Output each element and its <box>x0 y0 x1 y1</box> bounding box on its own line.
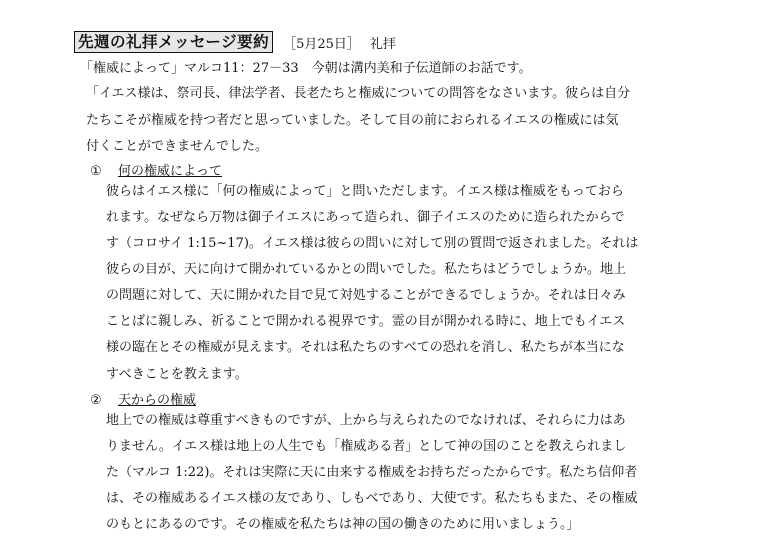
intro-line: たちこそが権威を持つ者だと思っていました。そして目の前におられるイエスの権威には気 <box>86 113 619 128</box>
section1-line: 彼らの目が、天に向けて開かれているかとの問いでした。私たちはどうでしょうか。地上 <box>106 262 627 277</box>
section1-line: すべきことを教えます。 <box>106 367 248 382</box>
intro-line: 付くことができませんでした。 <box>86 139 269 154</box>
section2-line: た（マルコ 1:22)。それは実際に天に由来する権威をお持ちだったからです。私たち信仰者 <box>106 465 638 480</box>
section2-line: のもとにあるのです。その権威を私たちは神の国の働きのために用いましょう。」 <box>106 517 580 532</box>
page-header <box>74 30 396 54</box>
service-label: 礼拝 <box>369 36 396 52</box>
section1-line: 彼らはイエス様に「何の権威によって」と問いただします。イエス様は権威をもっておら <box>106 184 624 199</box>
section-number: ② <box>90 393 102 408</box>
scripture-reference: 「権威によって」マルコ11：27－33 今朝は溝内美和子伝道師のお話です。 <box>80 61 532 76</box>
section2-line: 地上での権威は尊重すべきものですが、上から与えられたのでなければ、それらに力はあ <box>106 413 626 428</box>
section2-line: りません。イエス様は地上の人生でも「権威ある者」として神の国のことを教えられまし <box>106 439 627 454</box>
section-number: ① <box>90 164 102 179</box>
section1-line: ことばに親しみ、祈ることで開かれる視界です。霊の目が開かれる時に、地上でもイエス <box>106 314 626 329</box>
section1-line: 様の臨在とその権威が見えます。それは私たちのすべての恐れを消し、私たちが本当にな <box>106 340 625 355</box>
section1-line: す（コロサイ 1:15~17)。イエス様は彼らの問いに対して別の質問で返されました。それは <box>106 236 639 251</box>
intro-line: 「イエス様は、祭司長、律法学者、長老たちと権威についての問答をなさいます。彼らは自分 <box>86 86 631 101</box>
section-heading-text: 天からの権威 <box>118 393 197 408</box>
section1-line: れます。なぜなら万物は御子イエスにあって造られ、御子イエスのために造られたからで <box>106 210 625 225</box>
section-heading-2 <box>90 392 196 410</box>
section-heading-1 <box>90 163 222 181</box>
service-date: ［5月25日］ <box>283 36 360 52</box>
section2-line: は、その権威あるイエス様の友であり、しもべであり、大使です。私たちもまた、その権威 <box>106 491 638 506</box>
section-heading-text: 何の権威によって <box>118 164 223 179</box>
page-title: 先週の礼拝メッセージ要約 <box>74 31 273 53</box>
section1-line: の問題に対して、天に開かれた目で見て対処することができるでしょうか。それは日々み <box>106 288 626 303</box>
